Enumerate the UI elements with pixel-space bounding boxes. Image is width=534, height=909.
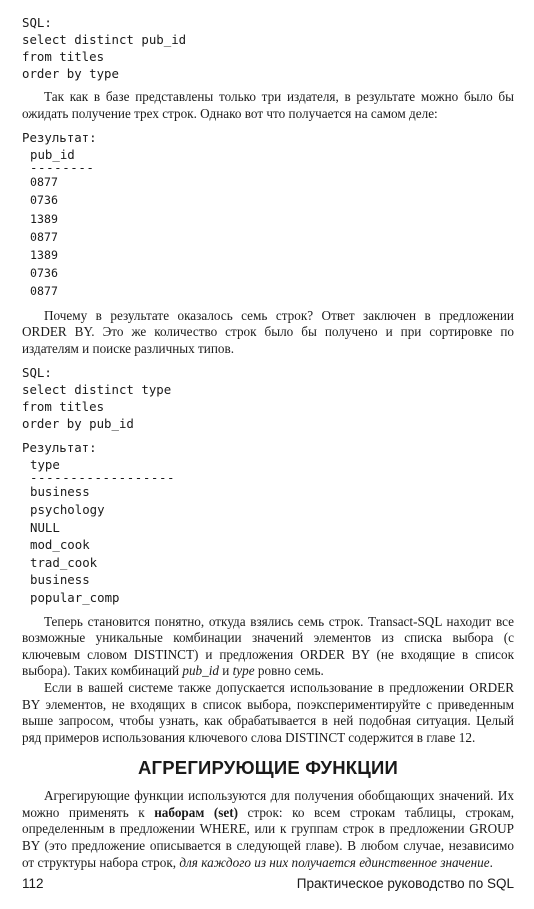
result-row: 0877 [30,284,58,299]
sql-line: order by pub_id [22,416,134,432]
result-column-header: pub_id [30,147,75,163]
result-header-rule: -------- [30,163,95,174]
sql-line: select distinct pub_id [22,32,187,47]
result-rows [30,483,514,606]
result-row: psychology [30,501,105,517]
page-content [22,14,514,871]
paragraph: Если в вашей системе также допускается использование в предложении ORDER BY элементов, не входящих в список выбора, поэкспериментируйте с приведенным выше запросом, чтобы узнать, как обрабатывается в ней подобная ситуация. Целый ряд примеров использования ключевого слова DISTINCT содержится в главе 12. [22,679,514,745]
result-column-header: type [30,457,60,473]
result-2 [22,439,514,606]
paragraph: Почему в результате оказалось семь строк? Ответ заключен в предложении ORDER BY. Это же количество строк было бы получено и при сортировке по издателям и поиске различных типов. [22,307,514,356]
page-number: 112 [22,876,44,891]
sql-query-1 [22,14,514,82]
sql-label: SQL: [22,365,52,381]
sql-line: order by type [22,66,119,81]
result-row: business [30,484,90,500]
sql-query-2 [22,364,514,432]
running-title: Практическое руководство по SQL [296,876,514,891]
emphasis: type [232,663,255,679]
result-label: Результат: [22,130,97,146]
sql-line: from titles [22,49,105,64]
sql-label: SQL: [22,15,52,30]
result-row: 0877 [30,229,58,244]
sql-line: select distinct type [22,382,172,398]
result-label: Результат: [22,440,97,456]
result-row: NULL [30,519,60,535]
result-row: 0736 [30,193,58,208]
result-row: popular_comp [30,589,120,605]
paragraph: Так как в базе представлены только три издателя, в результате можно было бы ожидать получение трех строк. Однако вот что получается на самом деле: [22,89,514,121]
result-rows [30,173,514,300]
paragraph: Теперь становится понятно, откуда взялись семь строк. Transact-SQL находит все возможные уникальные комбинации значений элементов из списка выбора (с ключевым словом DISTINCT) и предложения ORDER BY (не входящие в список выбора). Таких комбинаций pub_id и type ровно семь. [22,613,514,679]
result-1 [22,129,514,300]
result-row: trad_cook [30,554,98,570]
result-row: 0736 [30,266,58,281]
emphasis: для каждого из них получается единственное значение [179,854,490,870]
emphasis: pub_id [182,663,219,679]
result-row: 0877 [30,175,58,190]
result-row: 1389 [30,248,58,262]
result-row: 1389 [30,211,58,226]
section-heading: АГРЕГИРУЮЩИЕ ФУНКЦИИ [138,757,398,779]
sql-line: from titles [22,399,105,415]
result-header-rule: ------------------ [30,473,176,484]
result-row: mod_cook [30,537,90,553]
result-row: business [30,572,90,588]
paragraph: Агрегирующие функции используются для получения обобщающих значений. Их можно применять к наборам (set) строк: ко всем строкам таблицы, строкам, определенным в предложении WHERE, или к группам строк в предложении GROUP BY (это предложение описывается в следующей главе). В любом случае, независимо от структуры набора строк, для каждого из них получается единственное значение. [22,788,514,870]
bold-term: наборам (set) [154,804,239,820]
